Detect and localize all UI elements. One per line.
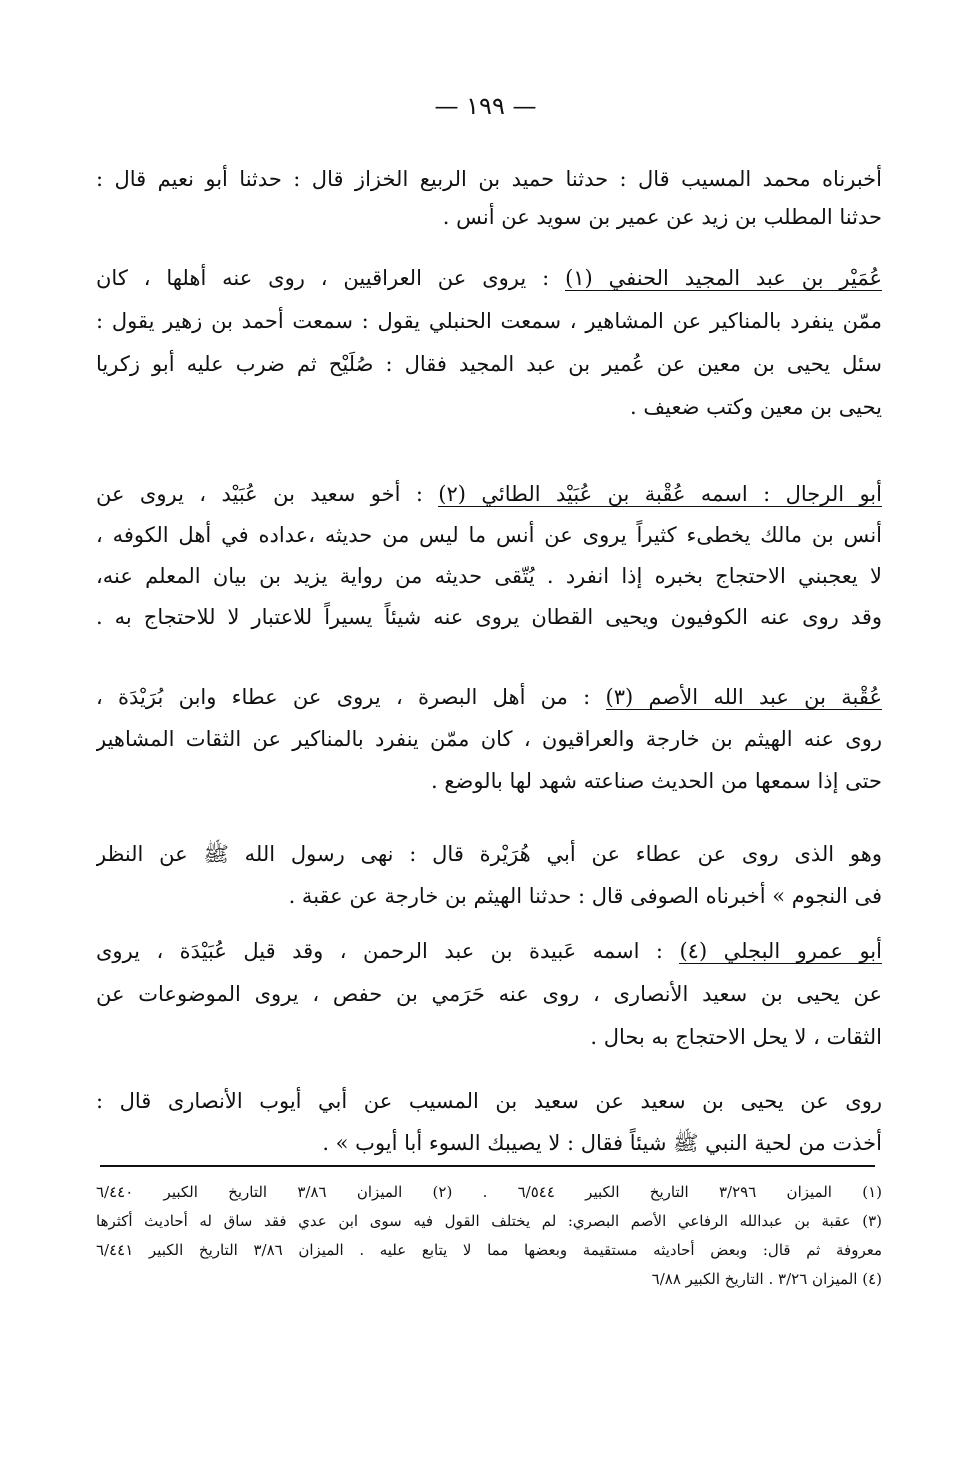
- text-line: أخبرناه محمد المسيب قال : حدثنا حميد بن الربيع الخزاز قال : حدثنا أبو نعيم قال :: [96, 167, 882, 191]
- text-line: حتى إذا سمعها من الحديث صناعته شهد لها بالوضع .: [430, 769, 882, 793]
- text-line: وهو الذى روى عن عطاء عن أبي هُرَيْرة قال : نهى رسول الله ﷺ عن النظر: [96, 842, 882, 866]
- text-line: [96, 930, 882, 973]
- footnote-line: (١) الميزان ٣/٢٩٦ التاريخ الكبير ٦/٥٤٤ . (٢) الميزان ٣/٨٦ التاريخ الكبير ٦/٤٤٠: [96, 1183, 882, 1201]
- text-line: لا يعجبني الاحتجاج بخبره إذا انفرد . يُتّقى حديثه من رواية يزيد بن بيان المعلم عنه،: [96, 564, 882, 588]
- entry-heading: أبو الرجال : اسمه عُقْبة بن عُبَيْد الطائي (٢): [438, 482, 882, 506]
- paragraph: [96, 1080, 882, 1164]
- paragraph: [96, 833, 882, 917]
- page-number: — ١٩٩ —: [434, 92, 537, 120]
- entry-text: : من أهل البصرة ، يروى عن عطاء وابن بُرَيْدَة ،: [96, 685, 591, 709]
- entry-heading: عُمَيْر بن عبد المجيد الحنفي (١): [565, 266, 882, 290]
- footnotes: [96, 1178, 882, 1294]
- text-line: الثقات ، لا يحل الاحتجاج به بحال .: [590, 1025, 882, 1049]
- footnote-line: (٣) عقبة بن عبدالله الرفاعي الأصم البصري: لم يختلف القول فيه سوى ابن عدي فقد ساق له أحاديث أكثرها: [96, 1212, 882, 1230]
- footnote-line: معروفة ثم قال: وبعض أحاديثه مستقيمة وبعضها مما لا يتابع عليه . الميزان ٣/٨٦ التاريخ الكبير ٦/٤٤١: [96, 1241, 882, 1259]
- text-line: أخذت من لحية النبي ﷺ شيئاً فقال : لا يصيبك السوء أبا أيوب » .: [322, 1131, 882, 1155]
- text-line: روى عن يحيى بن سعيد عن سعيد بن المسيب عن أبي أيوب الأنصارى قال :: [96, 1089, 882, 1113]
- footnote-line: (٤) الميزان ٣/٢٦ . التاريخ الكبير ٦/٨٨: [651, 1270, 882, 1288]
- text-line: يحيى بن معين وكتب ضعيف .: [630, 395, 882, 419]
- paragraph: [96, 676, 882, 802]
- entry-text: : يروى عن العراقيين ، روى عنه أهلها ، كان: [96, 266, 550, 290]
- paragraph: [96, 474, 882, 638]
- paragraph: [96, 160, 882, 236]
- text-line: أنس بن مالك يخطىء كثيراً يروى عن أنس ما ليس من حديثه ،عداده في أهل الكوفه ،: [96, 523, 882, 547]
- text-line: فى النجوم » أخبرناه الصوفى قال : حدثنا الهيثم بن خارجة عن عقبة .: [288, 884, 882, 908]
- text-line: روى عنه الهيثم بن خارجة والعراقيون ، كان ممّن ينفرد بالمناكير عن الثقات المشاهير: [96, 727, 882, 751]
- entry-text: : اسمه عَبيدة بن عبد الرحمن ، وقد قيل عُبَيْدَة ، يروى: [96, 939, 663, 963]
- paragraph: [96, 257, 882, 429]
- entry-heading: عُقْبة بن عبد الله الأصم (٣): [605, 685, 882, 709]
- text-line: [96, 257, 882, 300]
- text-line: وقد روى عنه الكوفيون ويحيى القطان يروى عنه شيئاً يسيراً للاعتبار لا للاحتجاج به .: [96, 605, 882, 629]
- entry-text: : أخو سعيد بن عُبَيْد ، يروى عن: [96, 482, 423, 506]
- paragraph: [96, 930, 882, 1059]
- text-line: ممّن ينفرد بالمناكير عن المشاهير ، سمعت الحنبلي يقول : سمعت أحمد بن زهير يقول :: [96, 309, 882, 333]
- text-line: [96, 676, 882, 718]
- entry-heading: أبو عمرو البجلي (٤): [679, 939, 882, 963]
- text-line: سئل يحيى بن معين عن عُمير بن عبد المجيد فقال : صُلَيْح ثم ضرب عليه أبو زكريا: [96, 352, 882, 376]
- text-line: [96, 474, 882, 515]
- text-line: عن يحيى بن سعيد الأنصارى ، روى عنه حَرَمي بن حفص ، يروى الموضوعات عن: [96, 982, 882, 1006]
- footnote-divider: [100, 1165, 875, 1167]
- text-line: حدثنا المطلب بن زيد عن عمير بن سويد عن أنس .: [442, 205, 882, 229]
